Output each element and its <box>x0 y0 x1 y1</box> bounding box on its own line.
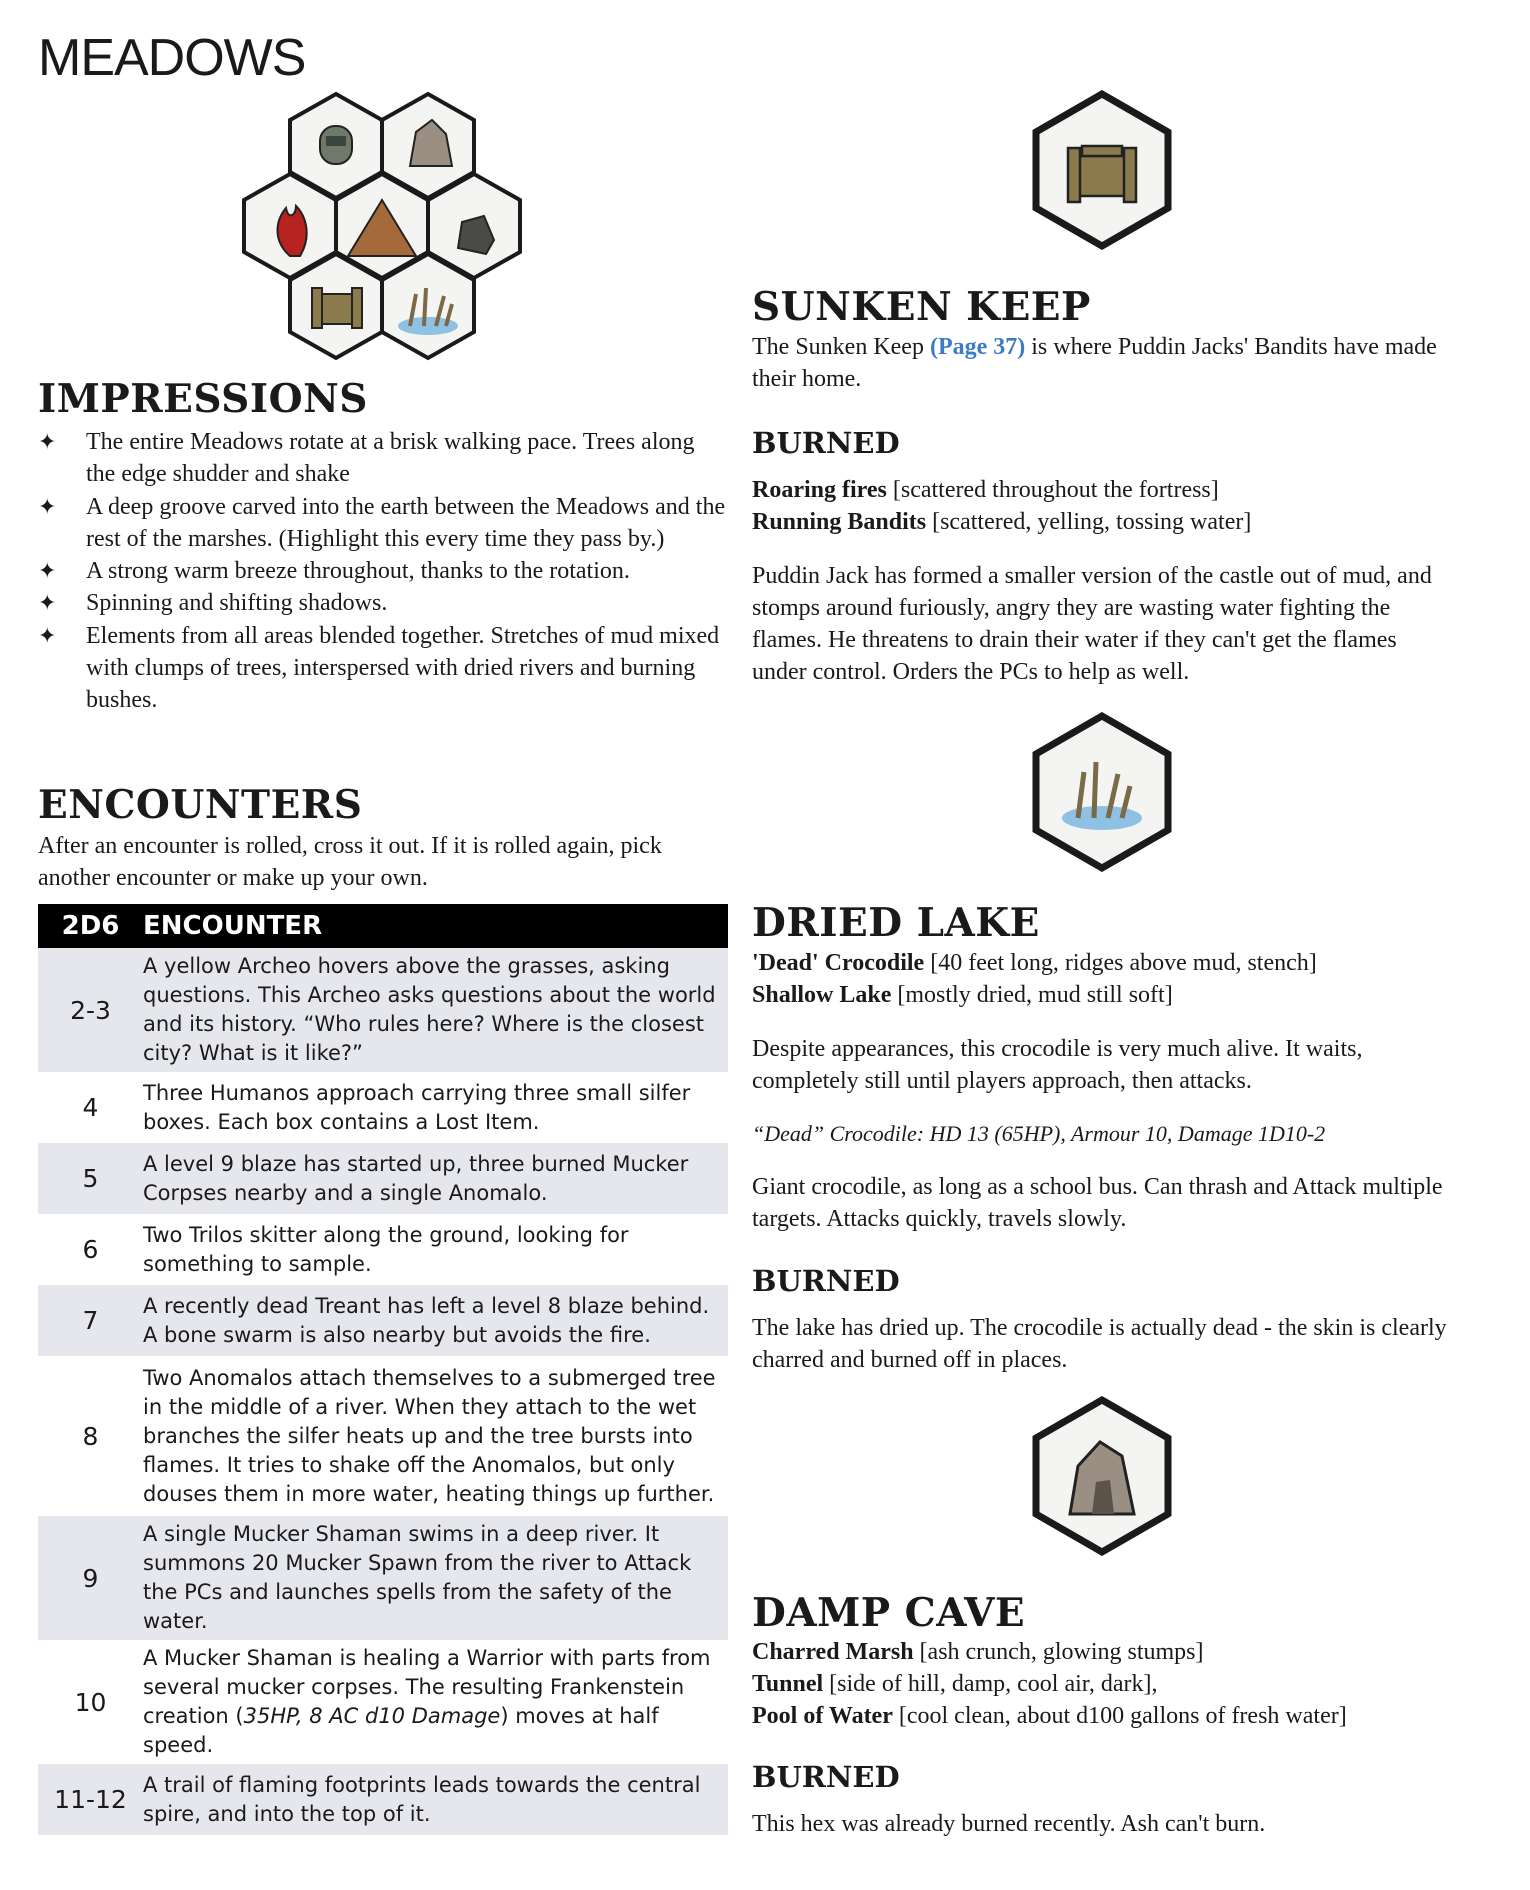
roll-cell: 8 <box>82 1421 99 1451</box>
roll-cell: 2-3 <box>38 948 143 1072</box>
encounters-heading: ENCOUNTERS <box>38 782 363 828</box>
table-row <box>38 1143 728 1214</box>
list-item: ✦ Elements from all areas blended together. Stretches of mud mixed with clumps of trees, interspersed with dried rivers and burning bushes. <box>38 620 728 717</box>
encounter-cell: Two Anomalos attach themselves to a submerged tree in the middle of a river. When they attach to the wet branches the silfer heats up and the tree bursts into flames. It tries to shake off the Anomalos, but only douses them in more water, heating things up further. <box>143 1365 716 1506</box>
page-link[interactable]: (Page 37) <box>929 334 1026 360</box>
roll-cell: 10 <box>74 1687 107 1717</box>
impressions-list <box>38 426 728 717</box>
encounter-cell: A yellow Archeo hovers above the grasses, asking questions. This Archeo asks questions about the world and its history. “Who rules here? Where is the closest city? What is it like?” <box>143 948 728 1072</box>
roll-cell: 7 <box>38 1285 143 1356</box>
column-header-roll: 2D6 <box>38 904 143 948</box>
sunken-keep-heading: SUNKEN KEEP <box>752 284 1091 330</box>
column-header-encounter: ENCOUNTER <box>143 904 728 948</box>
encounter-cell: A trail of flaming footprints leads towards the central spire, and into the top of it. <box>143 1764 728 1835</box>
damp-cave-burned-heading: BURNED <box>752 1760 900 1794</box>
list-item: ✦ A deep groove carved into the earth between the Meadows and the rest of the marshes. (Highlight this every time they pass by.) <box>38 491 728 556</box>
encounter-cell: A recently dead Treant has left a level 8 blaze behind. A bone swarm is also nearby but avoids the fire. <box>143 1285 728 1356</box>
star-bullet-icon: ✦ <box>38 429 57 454</box>
roll-cell: 9 <box>38 1516 143 1640</box>
roll-cell: 11-12 <box>38 1764 143 1835</box>
encounter-cell: Three Humanos approach carrying three small silfer boxes. Each box contains a Lost Item. <box>143 1080 691 1134</box>
page-title: MEADOWS <box>38 29 306 87</box>
encounter-cell: A level 9 blaze has started up, three burned Mucker Corpses nearby and a single Anomalo. <box>143 1143 728 1214</box>
table-row <box>38 1516 728 1640</box>
sunken-keep-burned-text: Puddin Jack has formed a smaller version of the castle out of mud, and stomps around furiously, angry they are wasting water fighting the flames. He threatens to drain their water if they can't get the flames under control. Orders the PCs to help as well. <box>752 563 1432 685</box>
damp-cave-burned-text: This hex was already burned recently. Ash can't burn. <box>752 1811 1266 1837</box>
fort-hex-icon <box>1030 90 1174 250</box>
meadows-hex-map-icon <box>240 90 530 365</box>
helmet-icon <box>320 126 352 164</box>
encounter-cell: A Mucker Shaman is healing a Warrior with parts from several mucker corpses. The resulting Frankenstein creation (35HP, 8 AC d10 Damage) moves at half speed. <box>143 1646 711 1757</box>
encounter-cell: Two Trilos skitter along the ground, looking for something to sample. <box>143 1222 629 1276</box>
damp-cave-heading: DAMP CAVE <box>752 1590 1026 1636</box>
roll-cell: 4 <box>82 1093 99 1122</box>
marsh-hex-icon <box>1030 712 1174 872</box>
dried-lake-heading: DRIED LAKE <box>752 900 1040 946</box>
sunken-keep-features: Roaring fires [scattered throughout the fortress] Running Bandits [scattered, yelling, tossing water] <box>752 477 1252 535</box>
encounter-table <box>38 904 728 1835</box>
crocodile-stats: “Dead” Crocodile: HD 13 (65HP), Armour 10, Damage 1D10-2 <box>752 1121 1326 1146</box>
star-bullet-icon: ✦ <box>38 493 57 519</box>
roll-cell: 5 <box>38 1143 143 1214</box>
impressions-heading: IMPRESSIONS <box>38 376 368 422</box>
list-item: ✦ The entire Meadows rotate at a brisk walking pace. Trees along the edge shudder and shake <box>38 426 728 491</box>
dried-lake-burned-heading: BURNED <box>752 1264 900 1298</box>
roll-cell: 6 <box>82 1235 99 1264</box>
list-item: ✦ A strong warm breeze throughout, thanks to the rotation. <box>38 555 728 587</box>
table-row <box>38 1356 728 1516</box>
sunken-keep-text: The Sunken Keep (Page 37) is where Puddin Jacks' Bandits have made their home. <box>752 334 1437 392</box>
table-row <box>38 1285 728 1356</box>
sunken-keep-burned-heading: BURNED <box>752 426 900 460</box>
table-row <box>38 1214 728 1285</box>
table-row <box>38 1764 728 1835</box>
table-row <box>38 1072 728 1143</box>
rock-hex-icon <box>1030 1396 1174 1556</box>
dried-lake-burned-text: The lake has dried up. The crocodile is actually dead - the skin is clearly charred and burned off in places. <box>752 1315 1447 1373</box>
table-header-row <box>38 904 728 948</box>
encounter-cell: A single Mucker Shaman swims in a deep river. It summons 20 Mucker Spawn from the river to Attack the PCs and launches spells from the safety of the water. <box>143 1516 728 1640</box>
damp-cave-features: Charred Marsh [ash crunch, glowing stumps] Tunnel [side of hill, damp, cool air, dark], Pool of Water [cool clean, about d100 gallons of fresh water] <box>752 1639 1347 1729</box>
list-item: ✦ Spinning and shifting shadows. <box>38 587 728 619</box>
table-row <box>38 1640 728 1764</box>
star-bullet-icon: ✦ <box>38 558 57 584</box>
encounters-intro: After an encounter is rolled, cross it out. If it is rolled again, pick another encounter or make up your own. <box>38 833 662 891</box>
dried-lake-text: Despite appearances, this crocodile is very much alive. It waits, completely still until players approach, then attacks. <box>752 1036 1363 1094</box>
table-row <box>38 948 728 1072</box>
dried-lake-text-2: Giant crocodile, as long as a school bus. Can thrash and Attack multiple targets. Attacks quickly, travels slowly. <box>752 1174 1443 1232</box>
dried-lake-features: 'Dead' Crocodile [40 feet long, ridges above mud, stench] Shallow Lake [mostly dried, mud still soft] <box>752 950 1317 1008</box>
star-bullet-icon: ✦ <box>38 590 57 616</box>
fort-icon <box>312 288 362 328</box>
star-bullet-icon: ✦ <box>38 622 57 648</box>
